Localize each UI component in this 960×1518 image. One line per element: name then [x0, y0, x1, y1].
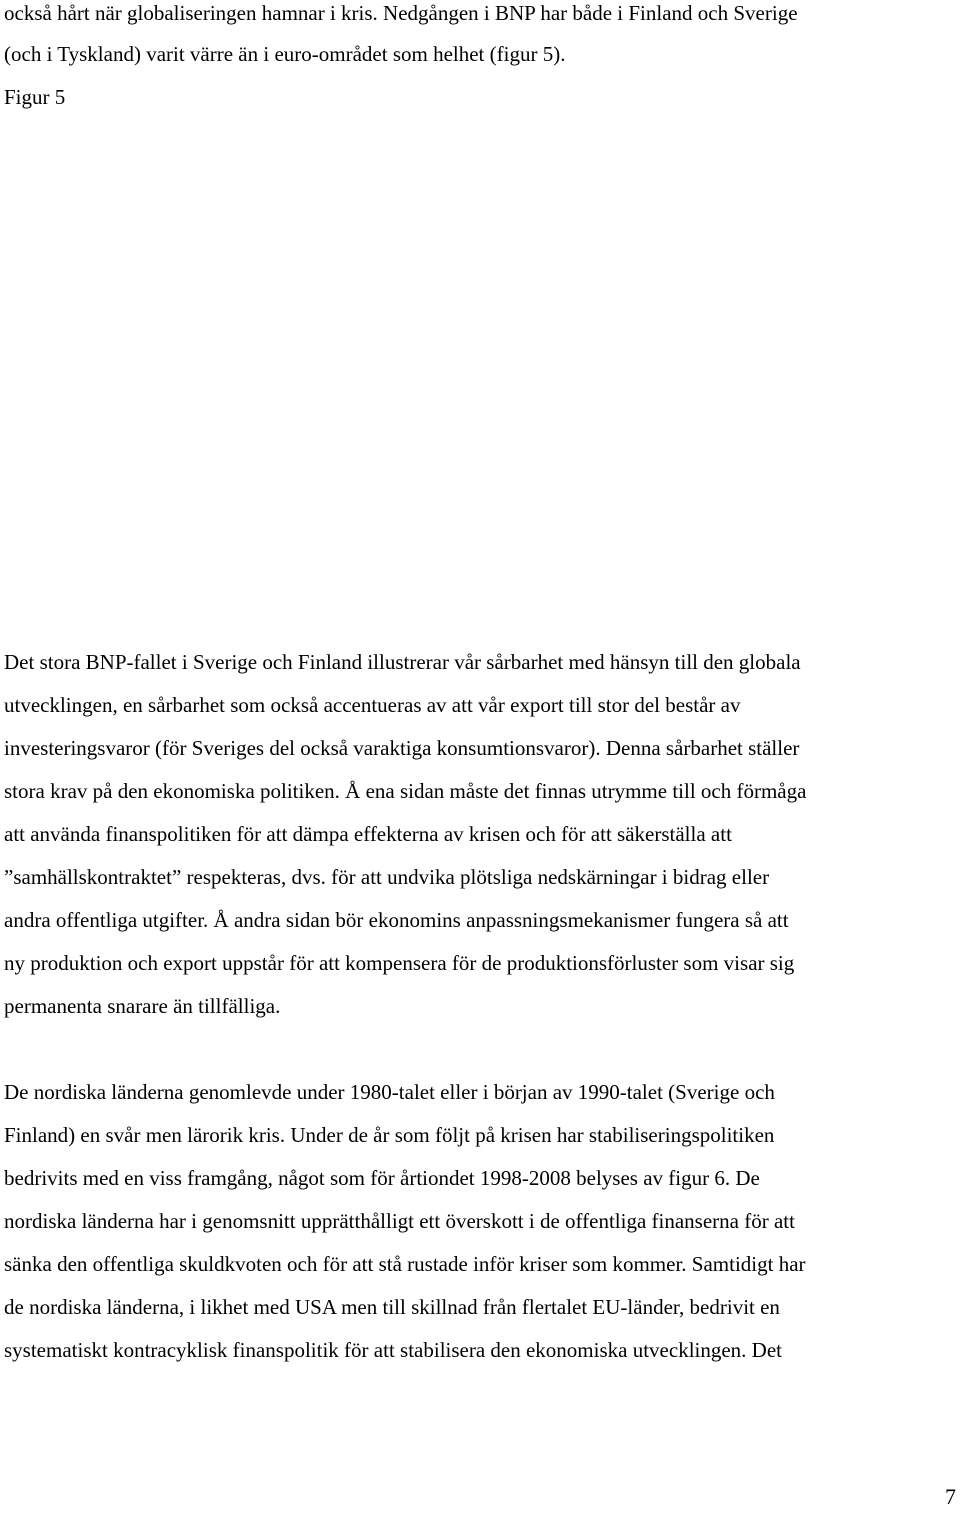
paragraph-2-line-4: nordiska länderna har i genomsnitt upprätthålligt ett överskott i de offentliga finanserna för att [4, 1209, 795, 1233]
paragraph-2-line-3: bedrivits med en viss framgång, något som för årtiondet 1998-2008 belyses av figur 6. De [4, 1166, 760, 1190]
intro-line-2: (och i Tyskland) varit värre än i euro-området som helhet (figur 5). [4, 42, 566, 66]
paragraph-2-line-1: De nordiska länderna genomlevde under 1980-talet eller i början av 1990-talet (Sverige och [4, 1080, 775, 1104]
paragraph-2-line-5: sänka den offentliga skuldkvoten och för att stå rustade inför kriser som kommer. Samtidigt har [4, 1252, 806, 1276]
paragraph-1-line-9: permanenta snarare än tillfälliga. [4, 994, 281, 1018]
paragraph-1-line-4: stora krav på den ekonomiska politiken. Å ena sidan måste det finnas utrymme till och förmåga [4, 779, 807, 803]
paragraph-2-line-7: systematiskt kontracyklisk finanspolitik för att stabilisera den ekonomiska utvecklingen. Det [4, 1338, 783, 1362]
paragraph-2-line-2: Finland) en svår men lärorik kris. Under de år som följt på krisen har stabiliseringspolitiken [4, 1123, 775, 1147]
figure-placeholder [0, 120, 960, 630]
figure-caption: Figur 5 [4, 85, 66, 109]
page-number: 7 [945, 1484, 956, 1509]
paragraph-1-line-6: ”samhällskontraktet” respekteras, dvs. för att undvika plötsliga nedskärningar i bidrag eller [4, 865, 770, 889]
paragraph-1-line-5: att använda finanspolitiken för att dämpa effekterna av krisen och för att säkerställa att [4, 822, 732, 846]
paragraph-1-line-1: Det stora BNP-fallet i Sverige och Finland illustrerar vår sårbarhet med hänsyn till den globala [4, 650, 801, 674]
paragraph-1-line-8: ny produktion och export uppstår för att kompensera för de produktionsförluster som visar sig [4, 951, 795, 975]
paragraph-2-line-6: de nordiska länderna, i likhet med USA men till skillnad från flertalet EU-länder, bedrivit en [4, 1295, 780, 1319]
intro-line-1: också hårt när globaliseringen hamnar i kris. Nedgången i BNP har både i Finland och Sverige [4, 1, 798, 25]
paragraph-1-line-7: andra offentliga utgifter. Å andra sidan bör ekonomins anpassningsmekanismer fungera så att [4, 908, 789, 932]
paragraph-1-line-3: investeringsvaror (för Sveriges del också varaktiga konsumtionsvaror). Denna sårbarhet ställer [4, 736, 800, 760]
paragraph-1-line-2: utvecklingen, en sårbarhet som också accentueras av att vår export till stor del består av [4, 693, 741, 717]
